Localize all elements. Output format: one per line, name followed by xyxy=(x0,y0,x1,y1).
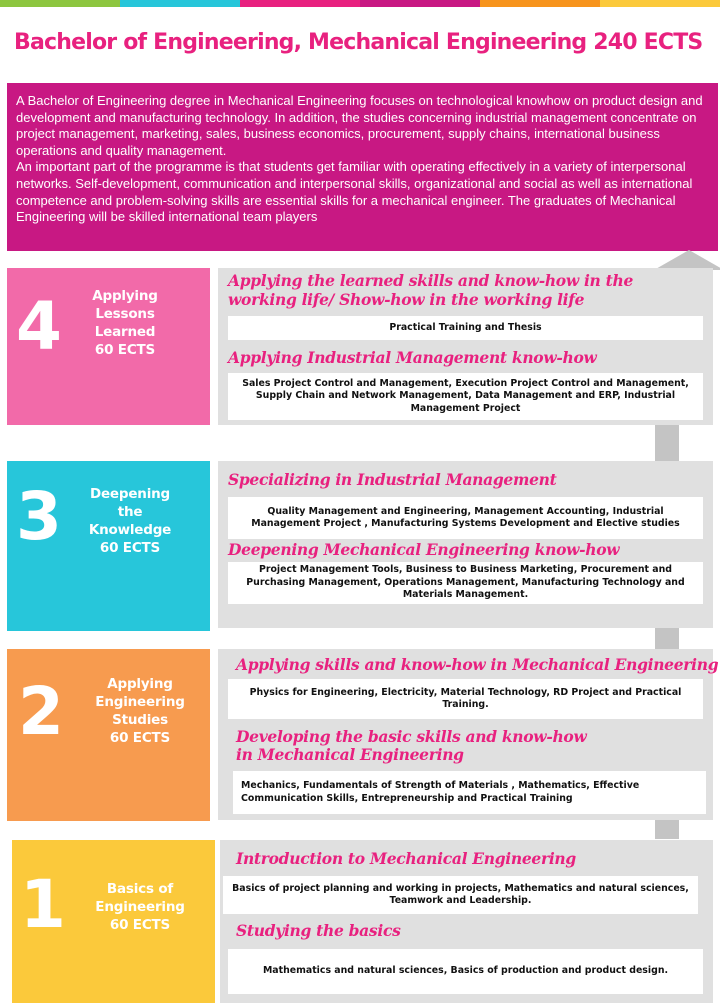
stage-3-box xyxy=(7,461,210,631)
intro-paragraph: A Bachelor of Engineering degree in Mechanical Engineering focuses on technological knowhow on product design and development and manufacturing technology. In addition, the studies concerning industrial management concentrate on project management, marketing, sales, business economics, procurement, supply chains, international business operations and quality management. xyxy=(16,93,703,158)
stage-ects: 60 ECTS xyxy=(109,730,171,746)
stage-name-line: Basics of xyxy=(106,881,174,897)
stage-1-box xyxy=(12,840,215,1003)
stage-number: 2 xyxy=(18,673,64,750)
stage-name-line: Applying xyxy=(107,676,173,692)
color-stripe xyxy=(600,0,720,7)
stage-ects: 60 ECTS xyxy=(94,342,156,358)
stage-name xyxy=(75,485,185,557)
course-box: Project Management Tools, Business to Business Marketing, Procurement and Purchasing Management, Operations Management, Manufacturing Technology and Materials Management. xyxy=(228,562,703,604)
stage-heading: Applying Industrial Management know-how xyxy=(228,348,597,367)
course-box: Mathematics and natural sciences, Basics of production and product design. xyxy=(228,949,703,994)
course-box: Quality Management and Engineering, Management Accounting, Industrial Management Project , Manufacturing Systems Development and Elective studies xyxy=(228,497,703,539)
stage-name-line: Deepening xyxy=(89,486,171,502)
intro-paragraph: An important part of the programme is that students get familiar with operating effectively in a variety of interpersonal networks. Self-development, communication and interpersonal skills, organizational and social as well as international competence and problem-solving skills are essential skills for a mechanical engineer. The graduates of Mechanical Engineering will be skilled international team players xyxy=(16,159,693,225)
intro-box xyxy=(7,83,718,251)
stage-4-box xyxy=(7,268,210,425)
stage-heading: Applying skills and know-how in Mechanical Engineering xyxy=(236,655,719,674)
stage-name xyxy=(75,287,175,359)
color-stripe xyxy=(240,0,360,7)
course-box: Basics of project planning and working in projects, Mathematics and natural sciences, Teamwork and Leadership. xyxy=(223,876,698,914)
color-stripe xyxy=(0,0,120,7)
stage-ects: 60 ECTS xyxy=(109,917,171,933)
stage-number: 3 xyxy=(16,478,62,555)
course-box: Mechanics, Fundamentals of Strength of Materials , Mathematics, Effective Communication Skills, Entrepreneurship and Practical Training xyxy=(233,771,706,814)
stage-heading: Applying the learned skills and know-how in the working life/ Show-how in the working life xyxy=(228,271,634,309)
top-color-bar xyxy=(0,0,720,7)
stage-heading: Studying the basics xyxy=(236,921,401,940)
progress-connector xyxy=(655,424,679,461)
stage-number: 4 xyxy=(16,288,62,365)
stage-name xyxy=(85,880,195,934)
stage-number: 1 xyxy=(20,866,66,943)
stage-name-line: Learned xyxy=(94,324,156,340)
course-box: Physics for Engineering, Electricity, Material Technology, RD Project and Practical Training. xyxy=(228,679,703,719)
stage-2-box xyxy=(7,649,210,821)
color-stripe xyxy=(120,0,240,7)
stage-name-line: the xyxy=(117,504,143,520)
stage-name-line: Applying xyxy=(92,288,158,304)
stage-heading: Deepening Mechanical Engineering know-how xyxy=(228,540,620,559)
progress-connector xyxy=(655,628,679,650)
stage-heading: in Mechanical Engineering xyxy=(236,745,464,764)
stage-heading: Introduction to Mechanical Engineering xyxy=(236,849,576,868)
progress-arrow-head xyxy=(654,250,720,270)
stage-name-line: Engineering xyxy=(95,899,185,915)
stage-heading: Specializing in Industrial Management xyxy=(228,470,557,489)
page-title: Bachelor of Engineering, Mechanical Engineering 240 ECTS xyxy=(14,30,703,55)
stage-name xyxy=(85,675,195,747)
progress-connector xyxy=(655,819,679,839)
color-stripe xyxy=(480,0,600,7)
course-box: Sales Project Control and Management, Execution Project Control and Management, Supply Chain and Network Management, Data Management and ERP, Industrial Management Project xyxy=(228,373,703,420)
stage-name-line: Engineering xyxy=(95,694,185,710)
color-stripe xyxy=(360,0,480,7)
stage-name-line: Knowledge xyxy=(88,522,172,538)
course-box: Practical Training and Thesis xyxy=(228,316,703,340)
stage-heading: Developing the basic skills and know-how xyxy=(236,727,587,746)
stage-ects: 60 ECTS xyxy=(99,540,161,556)
stage-name-line: Studies xyxy=(112,712,168,728)
stage-name-line: Lessons xyxy=(95,306,155,322)
